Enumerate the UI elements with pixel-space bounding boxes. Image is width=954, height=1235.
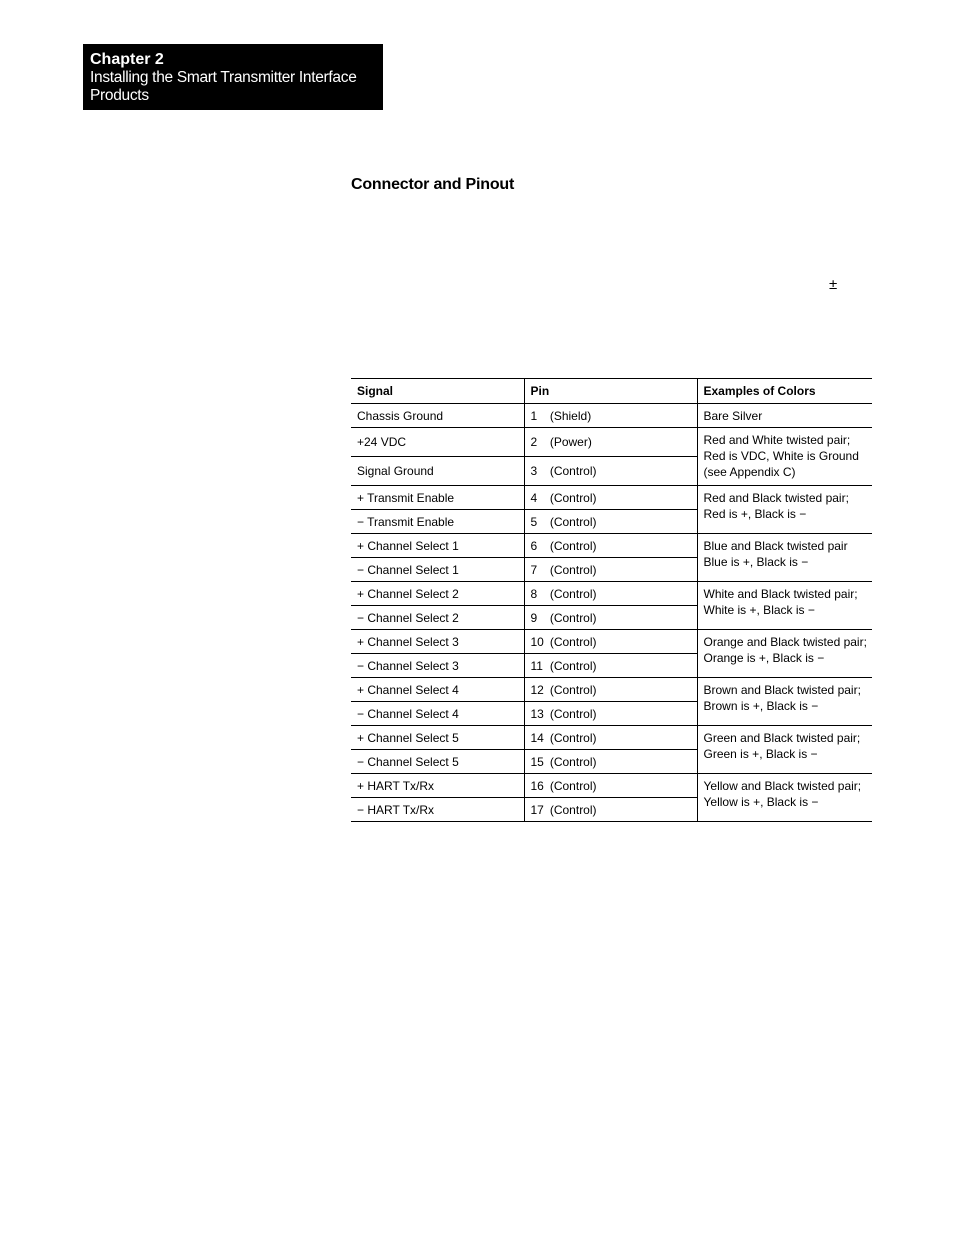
color-line: Red and Black twisted pair; [703,491,849,505]
color-line: Red and White twisted pair; [703,433,851,447]
signal-cell: Signal Ground [351,457,524,486]
pinout-table-body [351,404,872,822]
pin-cell [524,702,697,726]
pin-cell [524,457,697,486]
column-header-pin: Pin [524,379,697,404]
pin-number: 14 [530,730,544,745]
signal-cell: − Transmit Enable [351,510,524,534]
pin-type: (Control) [549,682,597,697]
color-line: Yellow and Black twisted pair; [703,779,862,793]
color-line: Green and Black twisted pair; [703,731,861,745]
color-cell [697,678,872,726]
pin-number: 13 [530,706,544,721]
pin-cell [524,750,697,774]
table-row [351,726,872,750]
table-row [351,630,872,654]
color-line: Orange and Black twisted pair; [703,635,867,649]
pin-number: 10 [530,634,544,649]
column-header-colors: Examples of Colors [697,379,872,404]
color-line: White and Black twisted pair; [703,587,858,601]
pin-cell [524,798,697,822]
signal-cell: +24 VDC [351,428,524,457]
signal-cell: − Channel Select 3 [351,654,524,678]
pin-type: (Control) [549,706,597,721]
color-line: Yellow is +, Black is − [703,795,819,809]
color-line: Blue is +, Black is − [703,555,809,569]
pin-type: (Power) [549,435,592,449]
color-cell [697,774,872,822]
color-line: Brown and Black twisted pair; [703,683,861,697]
table-header-row [351,379,872,404]
pinout-table [351,378,872,822]
color-line: Red is +, Black is − [703,507,807,521]
table-row [351,678,872,702]
pin-number: 2 [530,435,538,449]
pin-number: 7 [530,562,538,577]
pin-cell [524,582,697,606]
table-row [351,582,872,606]
pin-type: (Control) [549,586,597,601]
signal-cell: − Channel Select 2 [351,606,524,630]
table-row [351,428,872,457]
pin-cell [524,486,697,510]
chapter-number: Chapter 2 [90,51,164,68]
signal-cell: − HART Tx/Rx [351,798,524,822]
pin-number: 5 [530,514,538,529]
pin-type: (Control) [549,514,597,529]
signal-cell: − Channel Select 5 [351,750,524,774]
color-line: Blue and Black twisted pair [703,539,848,553]
pin-number: 12 [530,682,544,697]
color-cell [697,404,872,428]
pin-cell [524,726,697,750]
color-line: White is +, Black is − [703,603,815,617]
signal-cell: Chassis Ground [351,404,524,428]
pin-cell [524,774,697,798]
color-line: Orange is +, Black is − [703,651,825,665]
pin-type: (Control) [549,730,597,745]
signal-cell: − Channel Select 1 [351,558,524,582]
pin-type: (Control) [549,610,597,625]
pin-cell [524,510,697,534]
color-line: Brown is +, Black is − [703,699,819,713]
signal-cell: + Transmit Enable [351,486,524,510]
signal-cell: − Channel Select 4 [351,702,524,726]
table-row [351,486,872,510]
pin-type: (Shield) [549,408,592,423]
color-line: (see Appendix C) [703,465,796,479]
table-row [351,774,872,798]
column-header-signal: Signal [351,379,524,404]
signal-cell: + Channel Select 5 [351,726,524,750]
pin-type: (Control) [549,490,597,505]
pin-cell [524,404,697,428]
table-row [351,534,872,558]
pin-number: 4 [530,490,538,505]
pin-type: (Control) [549,634,597,649]
color-cell [697,630,872,678]
pin-number: 11 [530,658,543,673]
pin-type: (Control) [549,778,597,793]
pin-number: 3 [530,464,538,478]
chapter-title: Installing the Smart Transmitter Interface Products [90,69,357,104]
pin-cell [524,428,697,457]
pin-number: 6 [530,538,538,553]
pin-type: (Control) [549,754,597,769]
pin-number: 16 [530,778,544,793]
color-line: Bare Silver [703,408,763,423]
pin-type: (Control) [549,802,597,817]
color-line: Green is +, Black is − [703,747,818,761]
pin-cell [524,654,697,678]
pin-number: 15 [530,754,544,769]
pin-number: 9 [530,610,538,625]
color-cell [697,582,872,630]
signal-cell: + Channel Select 1 [351,534,524,558]
pin-number: 1 [530,408,538,423]
pin-type: (Control) [549,538,597,553]
color-cell [697,486,872,534]
pin-type: (Control) [549,658,597,673]
signal-cell: + HART Tx/Rx [351,774,524,798]
signal-cell: + Channel Select 3 [351,630,524,654]
pin-cell [524,606,697,630]
signal-cell: + Channel Select 4 [351,678,524,702]
color-cell [697,534,872,582]
pin-cell [524,630,697,654]
color-cell [697,428,872,486]
plus-minus-symbol: ± [829,276,838,293]
pin-number: 8 [530,586,538,601]
pin-cell [524,678,697,702]
color-cell [697,726,872,774]
chapter-header [83,44,383,110]
pin-type: (Control) [549,562,597,577]
signal-cell: + Channel Select 2 [351,582,524,606]
color-line: Red is VDC, White is Ground [703,449,859,463]
table-row [351,404,872,428]
pin-number: 17 [530,802,544,817]
pin-cell [524,558,697,582]
pin-cell [524,534,697,558]
pin-type: (Control) [549,464,597,478]
section-heading: Connector and Pinout [351,176,515,193]
